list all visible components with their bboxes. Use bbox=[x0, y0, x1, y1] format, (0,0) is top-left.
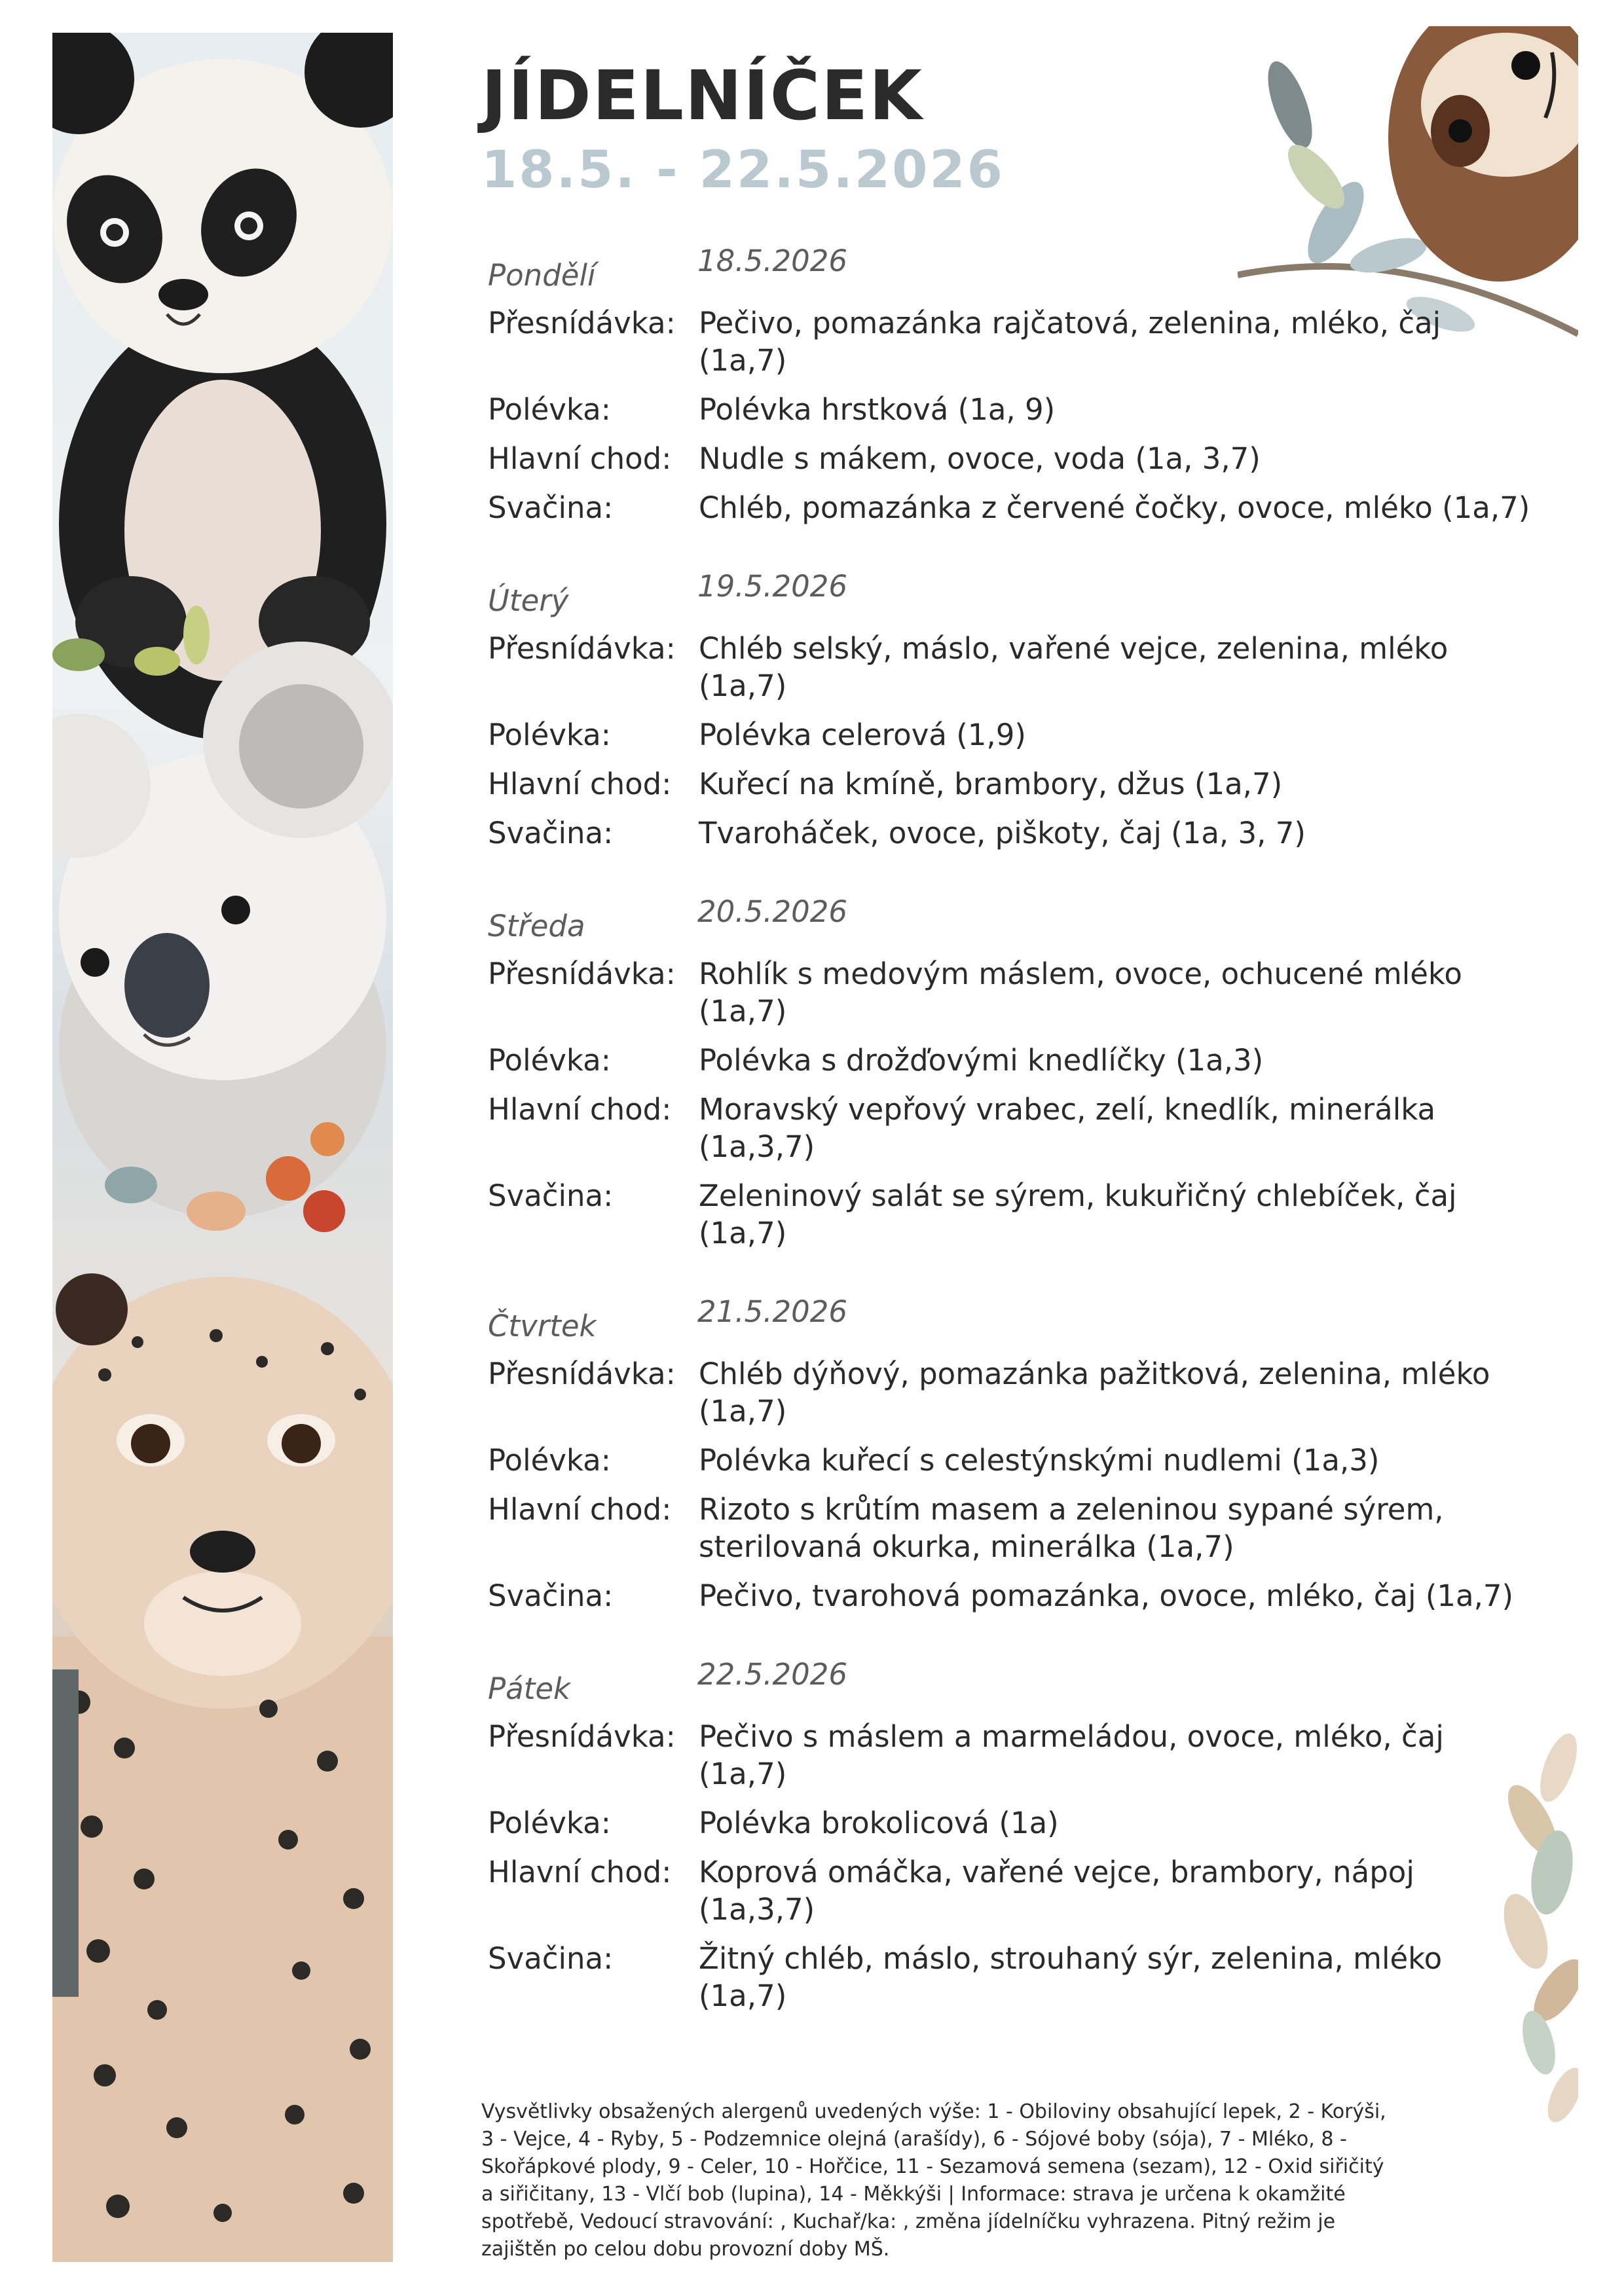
day-wednesday bbox=[488, 890, 1536, 1252]
meal-text: Koprová omáčka, vařené vejce, brambory, nápoj (1a,3,7) bbox=[699, 1855, 1414, 1927]
meal-label: Svačina: bbox=[488, 1578, 614, 1613]
day-name: Středa bbox=[488, 909, 585, 943]
meal-label: Přesnídávka: bbox=[488, 1357, 676, 1391]
meal-label: Polévka: bbox=[488, 392, 611, 427]
day-name: Pátek bbox=[488, 1671, 571, 1706]
panda-illustration bbox=[52, 33, 393, 740]
meal-row bbox=[488, 1091, 1536, 1165]
meal-text: Polévka brokolicová (1a) bbox=[699, 1806, 1059, 1840]
day-name: Pondělí bbox=[488, 258, 596, 293]
meal-label: Přesnídávka: bbox=[488, 1719, 676, 1754]
week-date-range: 18.5. - 22.5.2026 bbox=[481, 141, 1005, 200]
meal-text: Polévka s drožďovými knedlíčky (1a,3) bbox=[699, 1043, 1264, 1078]
meal-row bbox=[488, 1042, 1536, 1079]
day-monday bbox=[488, 239, 1536, 526]
meal-row bbox=[488, 391, 1536, 428]
meal-row bbox=[488, 955, 1536, 1030]
meal-row bbox=[488, 1804, 1536, 1842]
day-date: 22.5.2026 bbox=[697, 1657, 848, 1692]
meal-text: Moravský vepřový vrabec, zelí, knedlík, minerálka (1a,3,7) bbox=[699, 1092, 1436, 1164]
meal-text: Nudle s mákem, ovoce, voda (1a, 3,7) bbox=[699, 441, 1261, 476]
meal-text: Polévka celerová (1,9) bbox=[699, 718, 1026, 752]
meal-label: Svačina: bbox=[488, 816, 614, 850]
meal-text: Tvaroháček, ovoce, piškoty, čaj (1a, 3, 7) bbox=[699, 816, 1306, 850]
meal-label: Svačina: bbox=[488, 490, 614, 525]
meal-label: Hlavní chod: bbox=[488, 767, 672, 801]
meal-label: Hlavní chod: bbox=[488, 1092, 672, 1127]
day-thursday bbox=[488, 1290, 1536, 1614]
meal-text: Chléb selský, máslo, vařené vejce, zelenina, mléko (1a,7) bbox=[699, 631, 1449, 703]
meal-text: Pečivo s máslem a marmeládou, ovoce, mléko, čaj (1a,7) bbox=[699, 1719, 1444, 1791]
meal-text: Zeleninový salát se sýrem, kukuřičný chlebíček, čaj (1a,7) bbox=[699, 1178, 1457, 1250]
meal-text: Rizoto s krůtím masem a zeleninou sypané sýrem, sterilovaná okurka, minerálka (1a,7) bbox=[699, 1492, 1444, 1564]
meal-row bbox=[488, 630, 1536, 704]
weekly-menu bbox=[488, 239, 1536, 2052]
meal-text: Polévka hrstková (1a, 9) bbox=[699, 392, 1056, 427]
meal-text: Pečivo, pomazánka rajčatová, zelenina, mléko, čaj (1a,7) bbox=[699, 306, 1441, 378]
day-name: Čtvrtek bbox=[488, 1309, 597, 1343]
meal-row bbox=[488, 489, 1536, 526]
day-name: Úterý bbox=[488, 583, 569, 618]
meal-text: Žitný chléb, máslo, strouhaný sýr, zelenina, mléko (1a,7) bbox=[699, 1941, 1443, 2013]
day-friday bbox=[488, 1652, 1536, 2014]
page-title: JÍDELNÍČEK bbox=[481, 56, 923, 136]
day-date: 21.5.2026 bbox=[697, 1294, 848, 1329]
meal-row bbox=[488, 440, 1536, 477]
meal-label: Přesnídávka: bbox=[488, 631, 676, 666]
animal-illustration-strip bbox=[52, 33, 393, 2262]
meal-label: Přesnídávka: bbox=[488, 957, 676, 991]
meal-row bbox=[488, 1491, 1536, 1565]
day-date: 19.5.2026 bbox=[697, 569, 848, 604]
meal-row bbox=[488, 1853, 1536, 1928]
meal-label: Hlavní chod: bbox=[488, 441, 672, 476]
meal-label: Svačina: bbox=[488, 1178, 614, 1213]
meal-row bbox=[488, 765, 1536, 803]
meal-label: Polévka: bbox=[488, 1443, 611, 1478]
meal-row bbox=[488, 814, 1536, 852]
cheetah-illustration bbox=[52, 1273, 393, 2262]
meal-text: Pečivo, tvarohová pomazánka, ovoce, mléko, čaj (1a,7) bbox=[699, 1578, 1514, 1613]
day-tuesday bbox=[488, 564, 1536, 852]
meal-label: Polévka: bbox=[488, 718, 611, 752]
meal-row bbox=[488, 1718, 1536, 1793]
meal-text: Chléb, pomazánka z červené čočky, ovoce, mléko (1a,7) bbox=[699, 490, 1530, 525]
meal-text: Polévka kuřecí s celestýnskými nudlemi (1a,3) bbox=[699, 1443, 1380, 1478]
meal-row bbox=[488, 304, 1536, 379]
meal-row bbox=[488, 1442, 1536, 1479]
meal-row bbox=[488, 1940, 1536, 2014]
meal-text: Chléb dýňový, pomazánka pažitková, zelenina, mléko (1a,7) bbox=[699, 1357, 1490, 1429]
meal-label: Hlavní chod: bbox=[488, 1855, 672, 1889]
allergen-legend: Vysvětlivky obsažených alergenů uvedených výše: 1 - Obiloviny obsahující lepek, 2 - Korýši, 3 - Vejce, 4 - Ryby, 5 - Podzemnice olejná (arašídy), 6 - Sójové boby (sója), 7 - Mléko, 8 - Skořápkové plody, 9 - Celer, 10 - Hořčice, 11 - Sezamová semena (sezam), 12 - Oxid siřičitý a siřičitany, 13 - Vlčí bob (lupina), 14 - Měkkýši | Informace: strava je určena k okamžité spotřebě, Vedoucí stravování: , Kuchař/ka: , změna jídelníčku vyhrazena. Pitný režim je zajištěn po celou dobu provozní doby MŠ. bbox=[481, 2100, 1386, 2261]
meal-label: Přesnídávka: bbox=[488, 306, 676, 340]
meal-label: Polévka: bbox=[488, 1043, 611, 1078]
meal-label: Polévka: bbox=[488, 1806, 611, 1840]
meal-row bbox=[488, 1355, 1536, 1430]
meal-row bbox=[488, 1177, 1536, 1252]
day-date: 20.5.2026 bbox=[697, 894, 848, 929]
meal-row bbox=[488, 716, 1536, 754]
meal-label: Hlavní chod: bbox=[488, 1492, 672, 1527]
meal-text: Rohlík s medovým máslem, ovoce, ochucené mléko (1a,7) bbox=[699, 957, 1462, 1029]
koala-illustration bbox=[52, 642, 393, 1232]
day-date: 18.5.2026 bbox=[697, 244, 848, 278]
meal-label: Svačina: bbox=[488, 1941, 614, 1976]
meal-row bbox=[488, 1577, 1536, 1614]
meal-text: Kuřecí na kmíně, brambory, džus (1a,7) bbox=[699, 767, 1283, 801]
